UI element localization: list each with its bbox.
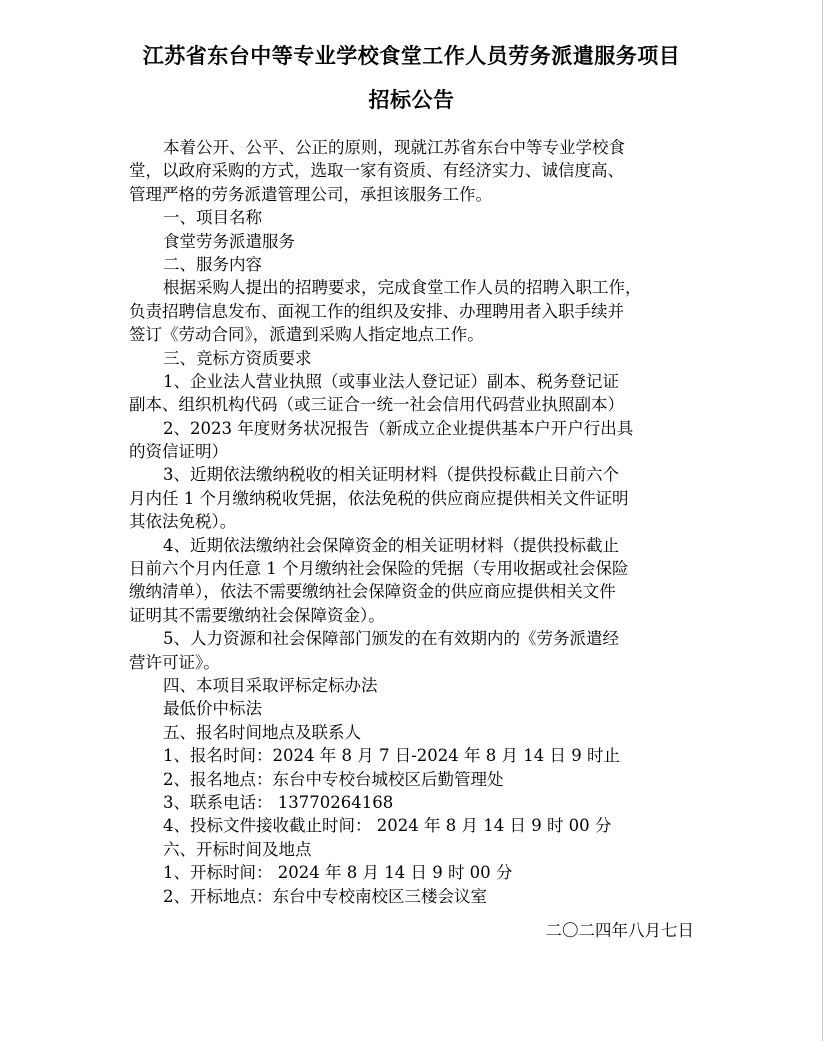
- document-body: [129, 136, 699, 908]
- body-line: 1、报名时间：2024 年 8 月 7 日-2024 年 8 月 14 日 9 时止: [163, 746, 620, 766]
- body-line: 副本、组织机构代码（或三证合一统一社会信用代码营业执照副本）: [129, 395, 624, 415]
- body-line: 本着公开、公平、公正的原则，现就江苏省东台中等专业学校食: [163, 138, 625, 157]
- body-line: 堂，以政府采购的方式，选取一家有资质、有经济实力、诚信度高、: [129, 161, 624, 181]
- body-line: 一、项目名称: [163, 208, 262, 228]
- body-line: 3、近期依法缴纳税收的相关证明材料（提供投标截止日前六个: [163, 465, 619, 485]
- body-line: 1、企业法人营业执照（或事业法人登记证）副本、税务登记证: [163, 371, 619, 391]
- body-line: 2、报名地点：东台中专校台城校区后勤管理处: [163, 769, 504, 789]
- body-line: 缴纳清单），依法不需要缴纳社会保障资金的供应商应提供相关文件: [129, 582, 616, 602]
- body-line: 根据采购人提出的招聘要求，完成食堂工作人员的招聘入职工作，: [163, 278, 642, 298]
- body-line: 三、竞标方资质要求: [163, 348, 312, 368]
- body-line: 2、开标地点：东台中专校南校区三楼会议室: [163, 886, 487, 906]
- body-line: 4、近期依法缴纳社会保障资金的相关证明材料（提供投标截止: [163, 535, 619, 555]
- body-line: 营许可证》。: [129, 652, 220, 672]
- body-line: 其依法免税）。: [129, 512, 237, 532]
- body-line: 签订《劳动合同》，派遣到采购人指定地点工作。: [129, 325, 484, 345]
- body-line: 五、报名时间地点及联系人: [163, 722, 361, 742]
- body-line: 2、2023 年度财务状况报告（新成立企业提供基本户开户行出具: [163, 418, 634, 438]
- body-line: 管理严格的劳务派遣管理公司，承担该服务工作。: [129, 184, 492, 204]
- body-line: 5、人力资源和社会保障部门颁发的在有效期内的《劳务派遣经: [163, 629, 619, 649]
- body-line: 最低价中标法: [163, 699, 262, 719]
- body-line: 二、服务内容: [163, 254, 262, 274]
- document-date: 二〇二四年八月七日: [545, 921, 694, 940]
- body-line: 四、本项目采取评标定标办法: [163, 675, 378, 695]
- document-title: 江苏省东台中等专业学校食堂工作人员劳务派遣服务项目: [142, 43, 681, 68]
- body-line: 月内任 1 个月缴纳税收凭据，依法免税的供应商应提供相关文件证明: [129, 488, 629, 508]
- body-line: 六、开标时间及地点: [163, 839, 312, 859]
- body-line: 1、开标时间： 2024 年 8 月 14 日 9 时 00 分: [163, 863, 513, 883]
- body-line: 3、联系电话： 13770264168: [163, 792, 394, 812]
- body-line: 4、投标文件接收截止时间： 2024 年 8 月 14 日 9 时 00 分: [163, 816, 612, 836]
- body-line: 负责招聘信息发布、面视工作的组织及安排、办理聘用者入职手续并: [129, 301, 624, 321]
- body-line: 的资信证明）: [129, 442, 228, 462]
- body-line: 食堂劳务派遣服务: [163, 231, 295, 251]
- body-line: 证明其不需要缴纳社会保障资金）。: [129, 605, 385, 625]
- body-line: 日前六个月内任意 1 个月缴纳社会保险的凭据（专用收据或社会保险: [129, 559, 629, 579]
- document-subtitle: 招标公告: [368, 87, 455, 112]
